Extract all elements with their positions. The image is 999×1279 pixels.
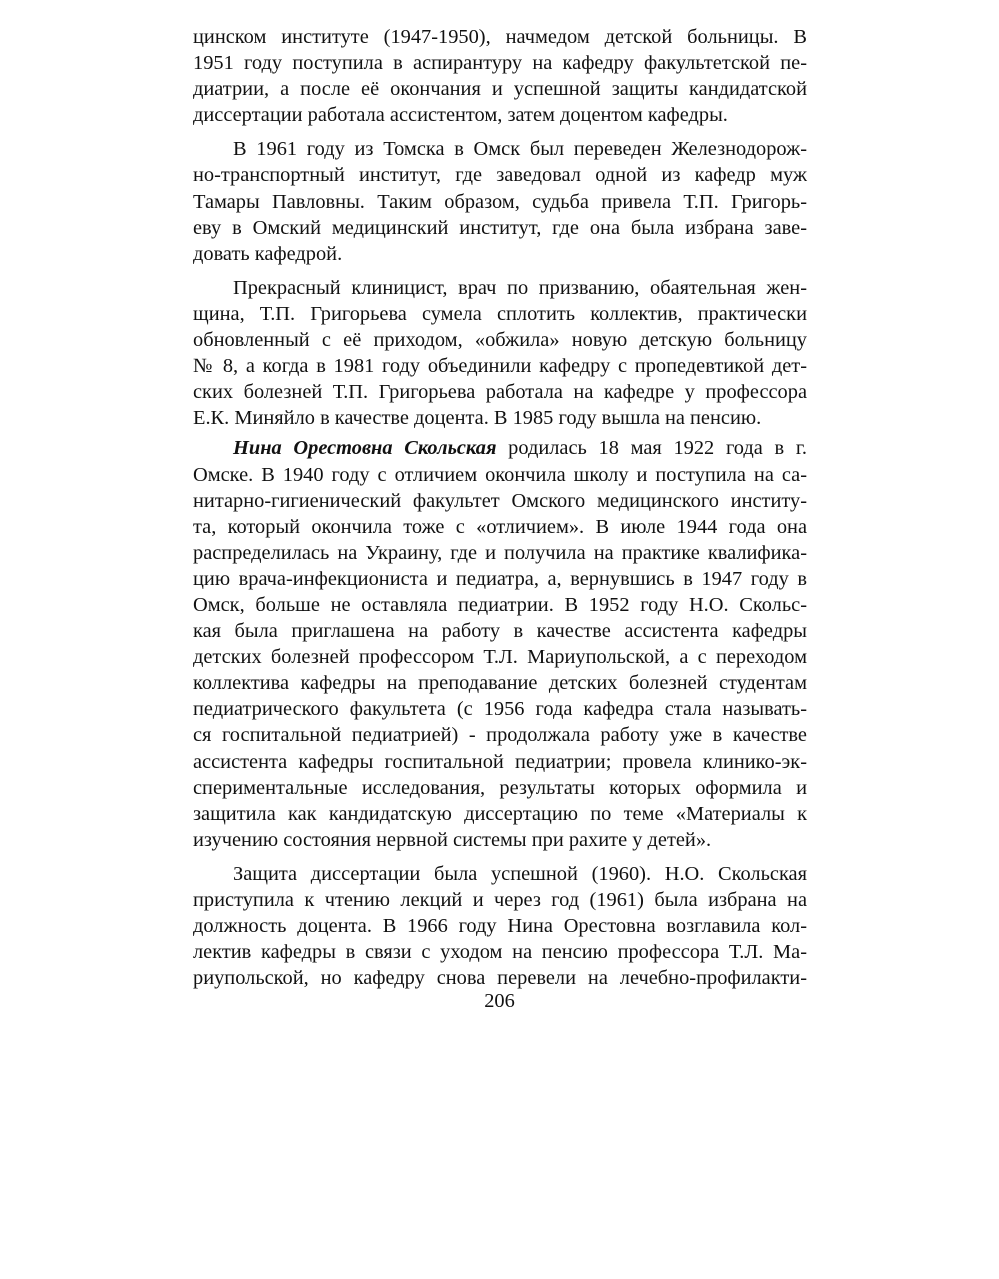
text-line: должность доцента. В 1966 году Нина Орестовна возглавила кол-: [193, 915, 807, 938]
text-line: детских болезней профессором Т.Л. Мариупольской, а с переходом: [193, 646, 807, 669]
person-name: Нина Орестовна Скольская: [233, 437, 497, 460]
text-line: довать кафедрой.: [193, 242, 343, 265]
paragraph: [193, 24, 807, 128]
body-text: [193, 24, 807, 991]
text-line: диатрии, а после её окончания и успешной защиты кандидатской: [193, 78, 807, 101]
paragraph: [193, 435, 807, 853]
text-line: кая была приглашена на работу в качестве ассистента кафедры: [193, 620, 807, 643]
text-line: щина, Т.П. Григорьева сумела сплотить коллектив, практически: [193, 302, 807, 325]
text-line: цию врача-инфекциониста и педиатра, а, вернувшись в 1947 году в: [193, 567, 807, 590]
text-line: риупольской, но кафедру снова перевели на лечебно-профилакти-: [193, 967, 807, 990]
text-line: обновленный с её приходом, «обжила» новую детскую больницу: [193, 329, 807, 352]
text-line: № 8, а когда в 1981 году объединили кафедру с пропедевтикой дет-: [193, 355, 807, 378]
text-line: диссертации работала ассистентом, затем доцентом кафедры.: [193, 104, 728, 127]
text-line: ских болезней Т.П. Григорьева работала на кафедре у профессора: [193, 381, 807, 404]
text-line: Е.К. Миняйло в качестве доцента. В 1985 году вышла на пенсию.: [193, 407, 762, 430]
paragraph: [193, 275, 807, 432]
text-line: лектив кафедры в связи с уходом на пенсию профессора Т.Л. Ма-: [193, 941, 807, 964]
paragraph: [193, 136, 807, 266]
page-number: 206: [484, 990, 515, 1012]
text-line: изучению состояния нервной системы при рахите у детей».: [193, 828, 712, 851]
text-line: Прекрасный клиницист, врач по призванию, обаятельная жен-: [233, 276, 807, 299]
paragraph: [193, 861, 807, 991]
text-line: защитила как кандидатскую диссертацию по теме «Материалы к: [193, 802, 807, 825]
text-line: распределилась на Украину, где и получила на практике квалифика-: [193, 541, 807, 564]
text-line: педиатрического факультета (с 1956 года кафедра стала называть-: [193, 698, 807, 721]
text-line: та, который окончила тоже с «отличием». В июле 1944 года она: [193, 515, 807, 538]
text-line: [193, 435, 807, 461]
text-line: но-транспортный институт, где заведовал одной из кафедр муж: [193, 164, 807, 187]
text-line: ся госпитальной педиатрией) - продолжала работу уже в качестве: [193, 724, 807, 747]
text-line: спериментальные исследования, результаты которых оформила и: [193, 776, 807, 799]
text-line: ассистента кафедры госпитальной педиатрии; провела клинико-эк-: [193, 750, 807, 773]
text-line: цинском институте (1947-1950), начмедом детской больницы. В: [193, 26, 807, 48]
text-line: Омске. В 1940 году с отличием окончила школу и поступила на са-: [193, 463, 807, 486]
text-line: 1951 году поступила в аспирантуру на кафедру факультетской пе-: [193, 52, 807, 75]
text-line: нитарно-гигиенический факультет Омского медицинского институ-: [193, 489, 807, 512]
text-line: Тамары Павловны. Таким образом, судьба привела Т.П. Григорь-: [193, 190, 807, 213]
text-line: еву в Омский медицинский институт, где она была избрана заве-: [193, 216, 807, 239]
text-line: Омск, больше не оставляла педиатрии. В 1952 году Н.О. Скольс-: [193, 593, 807, 616]
text-line: В 1961 году из Томска в Омск был переведен Железнодорож-: [233, 138, 807, 161]
text-line: Защита диссертации была успешной (1960). Н.О. Скольская: [233, 862, 807, 885]
text-fragment: родилась 18 мая 1922 года в г.: [496, 437, 807, 460]
text-line: приступила к чтению лекций и через год (1961) была избрана на: [193, 889, 807, 911]
text-line: коллектива кафедры на преподавание детских болезней студентам: [193, 672, 807, 695]
